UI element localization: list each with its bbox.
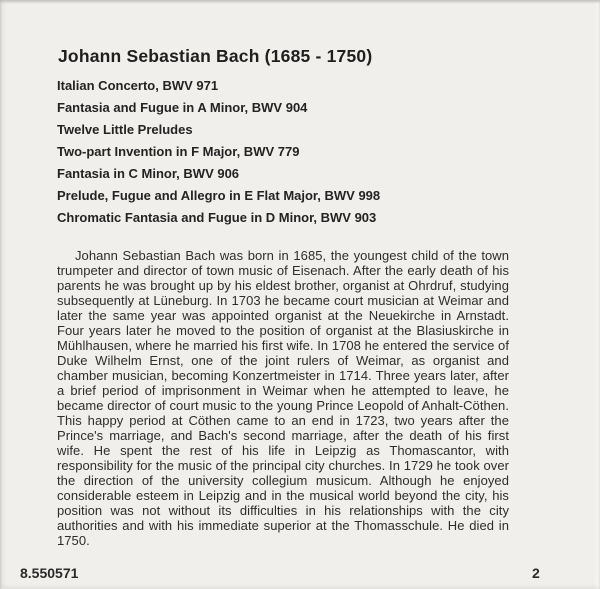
work-item: Twelve Little Preludes — [57, 122, 193, 137]
work-item: Fantasia in C Minor, BWV 906 — [57, 166, 240, 181]
page-content — [57, 46, 509, 548]
work-item: Two-part Invention in F Major, BWV 779 — [57, 144, 300, 159]
page-number: 2 — [532, 565, 540, 581]
work-item: Fantasia and Fugue in A Minor, BWV 904 — [57, 100, 308, 115]
catalog-number: 8.550571 — [20, 565, 79, 581]
biography-paragraph: Johann Sebastian Bach was born in 1685, the youngest child of the town trumpeter and director of town music of Eisenach. After the early death of his parents he was brought up by his eldest brother, organist at Ohrdruf, studying subsequently at Lüneburg. In 1703 he became court musician at Weimar and later the same year was appointed organist at the Neuekirche in Arnstadt. Four years later he moved to the position of organist at the Blasiuskirche in Mühlhausen, where he married his first wife. In 1708 he entered the service of Duke Wilhelm Ernst, one of the joint rulers of Weimar, as organist and chamber musician, becoming Konzertmeister in 1714. Three years later, after a brief period of imprisonment in Weimar when he attempted to leave, he became director of court music to the young Prince Leopold of Anhalt-Cöthen. This happy period at Cöthen came to an end in 1723, two years after the Prince's marriage, and Bach's second marriage, after the death of his first wife. He spent the rest of his life in Leipzig as Thomascantor, with responsibility for the music of the principal city churches. In 1729 he took over the direction of the university collegium musicum. Although he enjoyed considerable esteem in Leipzig and in the musical world beyond the city, his position was not without its difficulties in his relationships with the city authorities and with his immediate superior at the Thomasschule. He died in 1750. — [57, 248, 509, 548]
composer-title: Johann Sebastian Bach (1685 - 1750) — [58, 46, 373, 66]
work-item: Chromatic Fantasia and Fugue in D Minor, BWV 903 — [57, 210, 377, 225]
work-item: Italian Concerto, BWV 971 — [57, 78, 219, 93]
work-list — [57, 75, 509, 229]
work-item: Prelude, Fugue and Allegro in E Flat Major, BWV 998 — [57, 188, 381, 203]
